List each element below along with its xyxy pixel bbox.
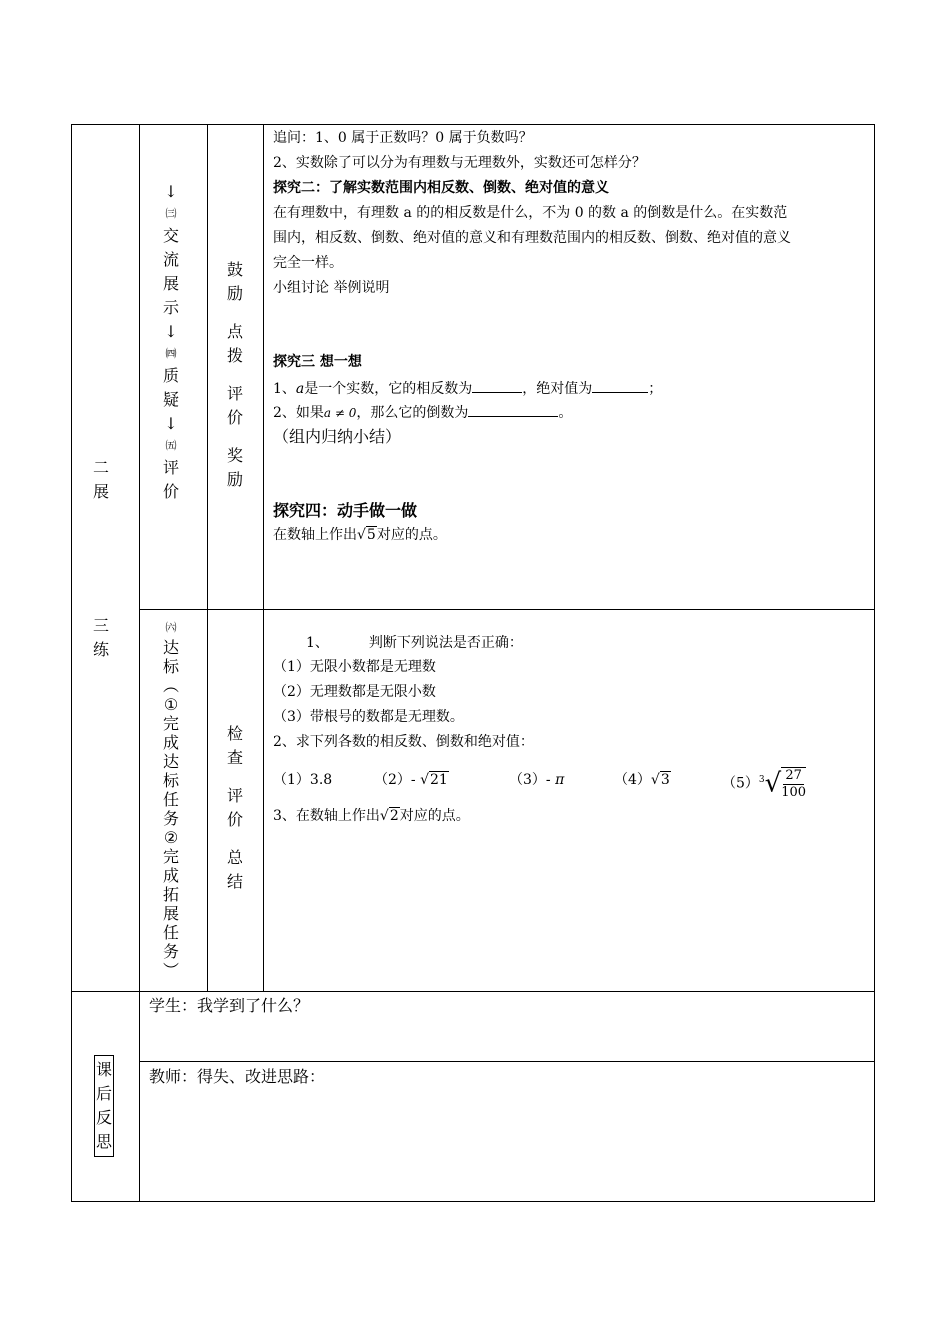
cube-root-index: 3: [758, 775, 765, 785]
step-char: 流: [163, 250, 180, 269]
step-char: ︶: [163, 961, 180, 980]
down-arrow-icon: ↓: [164, 322, 178, 341]
step-number: ㈢: [165, 207, 177, 220]
practice-q2-item-3: [509, 771, 564, 789]
q-text: 2、如果: [273, 405, 324, 421]
variable-a: a: [295, 381, 305, 397]
step-char: 达: [163, 638, 180, 657]
stage-reflect: [94, 1055, 114, 1157]
step-char: ②: [163, 828, 179, 847]
teacher-action: 评价: [226, 384, 243, 427]
explore4-title: 探究四：动手做一做: [273, 501, 418, 520]
step-char: ①: [163, 695, 179, 714]
step-char: 务: [163, 809, 180, 828]
table-right-border: [874, 124, 875, 1202]
step-char: 价: [163, 482, 180, 501]
stage-char: 后: [96, 1084, 113, 1103]
answer-blank[interactable]: [592, 378, 648, 393]
explore2-paragraph-line: 围内，相反数、倒数、绝对值的意义和有理数范围内的相反数、倒数、绝对值的意义: [273, 230, 791, 246]
practice-q1-item: （3）带根号的数都是无理数。: [273, 709, 464, 725]
q-number: 1、: [306, 635, 329, 651]
q-text: 是一个实数，它的相反数为: [304, 381, 473, 397]
explore2-title: 探究二：了解实数范围内相反数、倒数、绝对值的意义: [273, 180, 609, 196]
step-char: 标: [163, 657, 180, 676]
practice-q2: 2、求下列各数的相反数、倒数和绝对值：: [273, 734, 534, 750]
sqrt-3: √3: [650, 772, 670, 788]
table-top-border: [71, 124, 875, 125]
step-char: 完: [163, 847, 180, 866]
student-reflection-prompt: 学生：我学到了什么？: [149, 996, 310, 1015]
q-text: ，那么它的倒数为: [356, 405, 469, 421]
q-text: 。: [558, 405, 573, 421]
row-divider-1: [139, 609, 875, 610]
step-char: 达: [163, 752, 180, 771]
step-char: 交: [163, 226, 180, 245]
teacher-action: 总结: [226, 848, 243, 891]
col-divider-3: [263, 124, 264, 991]
table-left-border: [71, 124, 72, 1202]
item-label: （3）: [509, 772, 546, 788]
explore4-task: [273, 526, 447, 544]
stage-char: 反: [96, 1108, 113, 1127]
answer-blank[interactable]: [472, 378, 522, 393]
question-line-1: 追问：1、0 属于正数吗？0 属于负数吗？: [273, 130, 533, 146]
teacher-action: 评价: [226, 786, 243, 829]
stage-char: 练: [93, 640, 110, 659]
q-text: 对应的点。: [399, 808, 470, 824]
group-discuss: 小组讨论 举例说明: [273, 280, 390, 296]
question-line-2: 2、实数除了可以分为有理数与无理数外，实数还可怎样分？: [273, 155, 646, 171]
stage-er-zhan: [93, 456, 109, 504]
neg-pi: - π: [545, 772, 565, 788]
stage-char: 三: [93, 616, 110, 635]
teacher-action: 奖励: [226, 446, 243, 489]
step-char: 质: [163, 366, 180, 385]
teacher-action: 鼓励: [226, 260, 243, 303]
practice-q2-item-4: [614, 771, 671, 789]
row-divider-3: [139, 1061, 875, 1062]
step-char: 成: [163, 733, 180, 752]
item-label: （4）: [614, 772, 651, 788]
item-label: （2）-: [374, 772, 421, 788]
step-char: 示: [163, 298, 180, 317]
teacher-action: 检查: [226, 724, 243, 767]
task-text: 在数轴上作出: [273, 527, 357, 543]
practice-q1: [306, 634, 523, 652]
step-number: ㈤: [165, 439, 177, 452]
condition: a ≠ 0: [323, 406, 357, 420]
stage-san-lian: [93, 614, 109, 662]
item-label: （5）: [722, 775, 759, 792]
step-char: 评: [163, 458, 180, 477]
step-char: 完: [163, 714, 180, 733]
sqrt-21: √21: [420, 772, 448, 788]
teacher-action: 点拨: [226, 322, 243, 365]
radical-icon: √: [764, 768, 782, 799]
answer-blank[interactable]: [468, 402, 558, 417]
flow-steps-lower: [163, 618, 179, 980]
teacher-reflection-prompt: 教师：得失、改进思路：: [149, 1067, 326, 1086]
step-char: 拓: [163, 885, 180, 904]
stage-char: 展: [93, 482, 110, 501]
step-number: ㈣: [165, 347, 177, 360]
step-char: 疑: [163, 390, 180, 409]
step-char: 展: [163, 274, 180, 293]
step-char: 务: [163, 942, 180, 961]
explore3-question-2: [273, 402, 572, 422]
task-text: 对应的点。: [376, 527, 447, 543]
step-number: ㈥: [165, 621, 177, 634]
flow-steps-upper: [163, 180, 179, 504]
step-char: 任: [163, 923, 180, 942]
practice-q2-item-5: [722, 760, 806, 804]
sqrt-5: √5: [357, 527, 376, 543]
practice-q2-item-2: [374, 771, 449, 789]
q-text: 判断下列说法是否正确：: [368, 635, 523, 651]
stage-char: 思: [96, 1132, 113, 1151]
q-text: ；: [648, 381, 663, 397]
q-text: ，绝对值为: [522, 381, 593, 397]
step-char: 标: [163, 771, 180, 790]
step-char: 展: [163, 904, 180, 923]
q-number: 1、: [273, 381, 296, 397]
stage-char: 二: [93, 458, 110, 477]
step-char: 任: [163, 790, 180, 809]
practice-q3: [273, 807, 470, 825]
down-arrow-icon: ↓: [164, 414, 178, 433]
col-divider-2: [207, 124, 208, 991]
teacher-actions-lower: [223, 722, 247, 894]
row-divider-2: [71, 991, 875, 992]
sqrt-2: √2: [379, 808, 399, 824]
explore3-question-1: [273, 378, 662, 398]
explore2-paragraph-line: 在有理数中，有理数 a 的的相反数是什么，不为 0 的数 a 的倒数是什么。在实数范: [273, 205, 788, 221]
q-text: 3、在数轴上作出: [273, 808, 380, 824]
practice-q1-item: （2）无理数都是无限小数: [273, 684, 436, 700]
stage-char: 课: [96, 1060, 113, 1079]
step-char: ︵: [163, 676, 180, 695]
step-char: 成: [163, 866, 180, 885]
practice-q2-item-1: （1）3.8: [273, 772, 333, 788]
explore3-title: 探究三 想一想: [273, 354, 362, 370]
group-summary: （组内归纳小结）: [273, 427, 402, 446]
practice-q1-item: （1）无限小数都是无理数: [273, 659, 436, 675]
table-bottom-border: [71, 1201, 875, 1202]
down-arrow-icon: ↓: [164, 182, 178, 201]
fraction-27-100: $\frac{27}{100}$: [781, 767, 807, 800]
teacher-actions-upper: [223, 258, 247, 492]
explore2-paragraph-line: 完全一样。: [273, 255, 343, 271]
col-divider-1: [139, 124, 140, 1202]
